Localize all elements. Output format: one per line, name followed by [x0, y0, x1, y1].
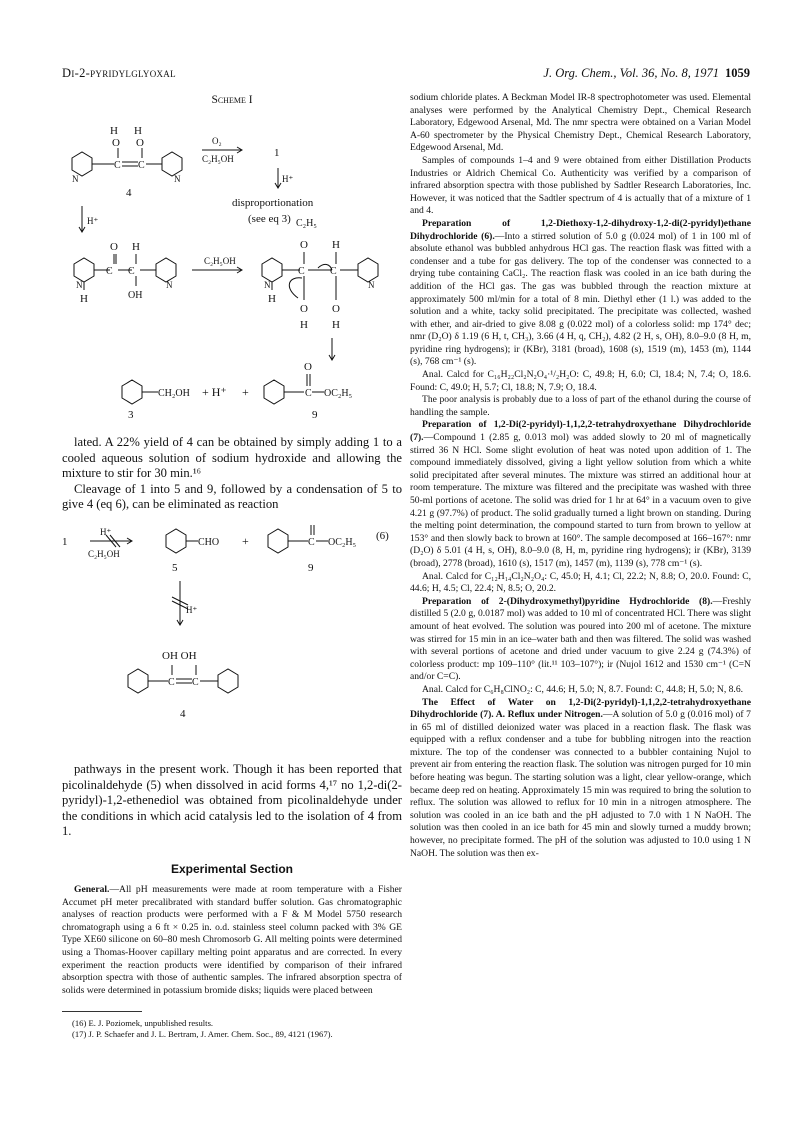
- ethoxy-label: OC₂H₅: [328, 536, 357, 548]
- compound-number: 3: [128, 409, 134, 421]
- footnote: (17) J. P. Schaefer and J. L. Bertram, J. Amer. Chem. Soc., 89, 4121 (1967).: [72, 1029, 333, 1040]
- n-label: N: [174, 174, 181, 184]
- pyridine-ring: [262, 258, 282, 282]
- page-number: 1059: [725, 66, 750, 80]
- run-in-heading: General.: [74, 883, 110, 895]
- c-label: C: [298, 266, 305, 277]
- paragraph: [410, 419, 751, 570]
- run-in-heading: Preparation of 1,2-Diethoxy-1,2-dihydroxy-1,2-di(2-pyridyl)ethane Dihydrochloride (6).: [410, 217, 751, 242]
- paragraph-text: —Freshly distilled 5 (2.0 g, 0.0187 mol) was added to 10 ml of concentrated HCl. There was slight amount of heat evolved. The solution was poured into 200 ml of acetone. The mixture was stirred for 15 min in an ice–water bath and then was filtered. The solid was washed with several portions of acetone and dried under vacuum to give 2.24 g (74.3%) of colorless product: mp 109–110° (lit.¹¹ 103–107°); ir (Nujol 1612 and 1530 cm⁻¹ (C=N and/or C=C).: [410, 595, 751, 683]
- o-label: O: [304, 361, 312, 373]
- paragraph: [410, 697, 751, 861]
- c-label: C: [106, 266, 113, 277]
- pyridine-ring: [264, 380, 284, 404]
- o-label: O: [300, 303, 308, 315]
- equation-label: (6): [376, 529, 389, 542]
- paragraph: Cleavage of 1 into 5 and 9, followed by a condensation of 5 to give 4 (eq 6), can be eliminated as reaction: [62, 481, 402, 512]
- compound-number: 5: [172, 561, 178, 574]
- left-column: [62, 92, 402, 1040]
- reagent-acid: H⁺: [100, 526, 112, 537]
- h-label: H: [332, 319, 340, 331]
- h-label: H: [268, 293, 276, 305]
- n-label: N: [72, 174, 79, 184]
- o-label: O: [300, 239, 308, 251]
- scheme-title: Scheme I: [211, 94, 253, 106]
- c-label: C: [114, 160, 121, 171]
- compound-number: 9: [308, 561, 314, 574]
- run-in-heading: The Effect of Water on 1,2-Di(2-pyridyl)-1,1,2,2-tetrahydroxyethane Dihydrochloride (7). A. Reflux under Nitrogen.: [410, 696, 751, 721]
- see-equation-label: (see eq 3): [248, 213, 291, 225]
- ethoxy-label: OC₂H₅: [324, 388, 353, 399]
- plus-sign: +: [242, 533, 249, 548]
- diol-label: OH OH: [162, 649, 197, 662]
- ethyl-label: C₂H₅: [296, 218, 317, 229]
- plus-h-label: + H⁺: [202, 385, 227, 399]
- pyridine-ring: [358, 258, 378, 282]
- n-label: N: [368, 280, 375, 290]
- c-label: C: [308, 536, 315, 548]
- c-label: C: [305, 388, 312, 399]
- pyridine-ring: [218, 669, 238, 693]
- paragraph: The poor analysis is probably due to a loss of part of the ethanol during the course of handling the sample.: [410, 394, 751, 418]
- compound-number: 1: [274, 147, 280, 159]
- h-label: H: [134, 125, 142, 137]
- reagent-acid: H⁺: [282, 174, 294, 184]
- compound-number: 9: [312, 409, 318, 421]
- compound-number: 4: [180, 707, 186, 720]
- paragraph: [410, 218, 751, 369]
- pyridine-ring: [156, 258, 176, 282]
- c-label: C: [138, 160, 145, 171]
- c-label: C: [192, 676, 199, 688]
- paragraph-text: —Compound 1 (2.85 g, 0.013 mol) was added slowly to 20 ml of magnetically stirred 36 N HCl. Some slight evolution of heat was noted upon addition of 1. The compound immediately dissolved, giving a light yellow solution from which a white solid precipitated after several minutes. The mixture was stirred an additional hour at room temperature. The mixture was filtered and the precipitate was washed with three 50-ml portions of acetone. The solid was dried for 1 hr at 64° in a vacuum oven to give 4.21 g (97.7%) of product. The solid gradually turned a light brown on standing. During the melting point determination, the compound started to turn from brown to yellow at 153° and then slowly back to brown at 160°. The sample decomposed at 166–167°: nmr (D₂O) δ 5.01 (4 H, s, OH), 8.0–9.0 (8, H, m, pyridine ring hydrogens); ir (KBr), 3139 (broad), 2778 (broad), 1610 (s), 1517 (m), 1457 (m), 1139 (s), 778 cm⁻¹ (s).: [410, 432, 751, 569]
- h-label: H: [80, 293, 88, 305]
- paragraph: lated. A 22% yield of 4 can be obtained by simply adding 1 to a cooled aqueous solution of sodium hydroxide and allowing the mixture to stir for 30 min.¹⁶: [62, 435, 402, 481]
- paragraph-text: —A solution of 5.0 g (0.016 mol) of 7 in 65 ml of distilled deionized water was placed in a reaction flask. The flask was equipped with a reflux condenser and a tube for bubbling nitrogen into the reaction mixture. The top of the condenser was connected to a bubbler containing Nujol to prevent air from entering the reaction flask. The solution was nitrogen purged for 10 min before heating was begun. The starting solution was a light, clear yellow-orange, which became deep red on heating. Approximately 15 min was required to bring the solution to reflux. The solution was allowed to reflux for 10 min in a nitrogen atmosphere. The solution was cooled in an ice bath and the pH adjusted to 7.0 with 1 N NaOH. The solution was then cooled in an ice bath for 45 min and slowly turned a muddy brown; however, no precipitate formed. The pH of the solution was adjusted to 10.0 using 1 N NaOH. The solution was then ex-: [410, 709, 751, 859]
- reagent-ethanol: C₂H₅OH: [204, 256, 236, 266]
- h-label: H: [132, 241, 140, 253]
- analysis: Anal. Calcd for C₁₆H₂₂Cl₂N₂O₄·¹/₂H₂O: C, 49.8; H, 6.0; Cl, 18.4; N, 7.4; O, 18.6. Found: C, 49.0; H, 5.7; Cl, 18.8; N, 7.9; O, 18.4.: [410, 369, 751, 393]
- paragraph-text: —Into a stirred solution of 5.0 g (0.024 mol) of 1 in 100 ml of absolute ethanol was bubbled anhydrous HCl gas. The reaction flask was fitted with a condenser and a tube for gas delivery. The top of the condenser was connected to a drying tube containing CaCl₂. The reaction flask was cooled in an ice bath during the addition of the HCl gas. The gas was bubbled through the reaction mixture at approximately 500 ml/min for a total of 8 min. Diethyl ether (1 l.) was added to the solution and a white, tacky solid precipitated. The precipitate was collected, washed with ether, and air-dried to give 8.08 g (0.022 mol) of a colorless solid: mp 174° dec; nmr (D₂O) δ 1.19 (6 H, t, CH₃), 3.66 (4 H, q, CH₂), 4.82 (2 H, s, OH), 8.0–9.0 (8 H, m, pyridine ring hydrogens); ir (KBr), 3181 (broad), 1608 (s), 1519 (m), 1453 (m), 1144 (s), 768 cm⁻¹ (s).: [410, 230, 751, 368]
- analysis: Anal. Calcd for C₁₂H₁₄Cl₂N₂O₄: C, 45.0; H, 4.1; Cl, 22.2; N, 8.8; O, 20.0. Found: C, 44.6; H, 4.5; Cl, 22.4; N, 8.5; O, 20.2.: [410, 570, 751, 595]
- section-heading: Experimental Section: [170, 861, 294, 876]
- paragraph-general: [62, 884, 402, 997]
- pyridine-ring: [166, 529, 186, 553]
- equation-6: [62, 525, 402, 749]
- o-label: O: [112, 137, 120, 149]
- pyridine-ring: [122, 380, 142, 404]
- compound-number: 1: [62, 535, 68, 548]
- h-label: H: [332, 239, 340, 251]
- footnote-rule: [62, 1011, 142, 1012]
- paragraph-text: —All pH measurements were made at room temperature with a Fisher Accumet pH meter precalibrated with standard buffer solution. Gas chromatographic analyses of reaction products were performed with a F & M Model 5750 research chromatograph using a 6 ft × 0.25 in. o.d. stainless steel column packed with 3% GE Type XE60 silicone on 60–80 mesh Chromosorb G. All melting points were determined using a Thomas-Hoover capillary melting point apparatus and are corrected. In every experiment the reaction products were identified by comparison of their infrared absorption spectra with those of authentic samples. The infrared absorption spectra of solids were determined in potassium bromide disks; liquids were placed between: [62, 883, 402, 996]
- paragraph: Samples of compounds 1–4 and 9 were obtained from either Distillation Products Industries or Aldrich Chemical Co. Authenticity was verified by a comparison of infrared absorption spectra with those published by Sadtler Research Laboratories, Inc. However, it was noticed that the Sadtler spectrum of 4 is actually that of a mixture of 1 and 4.: [410, 154, 751, 217]
- reagent-ethanol: C₂H₅OH: [88, 548, 120, 559]
- pyridine-ring: [162, 152, 182, 176]
- pyridine-ring: [74, 258, 94, 282]
- n-label: N: [166, 280, 173, 290]
- run-in-heading: Preparation of 2-(Dihydroxymethyl)pyridine Hydrochloride (8).: [422, 595, 713, 607]
- o-label: O: [332, 303, 340, 315]
- h-label: H: [110, 125, 118, 137]
- reagent-o2: O₂: [212, 136, 222, 146]
- paragraph: sodium chloride plates. A Beckman Model IR-8 spectrophotometer was used. Elemental analyses were performed by the Analytical Chemistry Dept., Chemical Research Laboratory, Edgewood Arsenal, Md. The nmr spectra were obtained on a Varian Model A-60 spectrometer by the Physical Chemistry Dept., Chemical Research Laboratory, Edgewood Arsenal, Md.: [410, 92, 751, 154]
- reagent-acid: H⁺: [87, 216, 99, 226]
- journal-citation: [543, 66, 750, 81]
- reagent-ethanol: C₂H₅OH: [202, 154, 234, 164]
- o-label: O: [136, 137, 144, 149]
- journal-name: J. Org. Chem., Vol. 36, No. 8, 1971: [543, 66, 719, 80]
- paragraph: pathways in the present work. Though it has been reported that picolinaldehyde (5) when dissolved in acid forms 4,¹⁷ no 1,2-di(2-pyridyl)-1,2-ethenediol was obtained from picolinaldehyde under the conditions in which acid catalysis led to the isolation of 4 from 1.: [62, 761, 402, 839]
- compound-number: 4: [126, 187, 132, 199]
- oh-label: OH: [128, 290, 143, 301]
- analysis: Anal. Calcd for C₆H₈ClNO₂: C, 44.6; H, 5.0; N, 8.7. Found: C, 44.8; H, 5.0; N, 8.6.: [422, 683, 744, 695]
- o-label: O: [110, 241, 118, 253]
- c-label: C: [128, 266, 135, 277]
- scheme-diagram: [62, 106, 402, 424]
- ch2oh-label: CH₂OH: [158, 388, 190, 399]
- pyridine-ring: [268, 529, 288, 553]
- pyridine-ring: [128, 669, 148, 693]
- n-label: N: [76, 280, 83, 290]
- running-title: Di-2-pyridylglyoxal: [62, 66, 176, 80]
- run-in-heading: Preparation of 1,2-Di(2-pyridyl)-1,1,2,2-tetrahydroxyethane Dihydrochloride (7).: [410, 419, 751, 444]
- c-label: C: [330, 266, 337, 277]
- cho-label: CHO: [198, 536, 220, 548]
- plus-sign: +: [242, 385, 249, 399]
- n-label: N: [264, 280, 271, 290]
- pyridine-ring: [72, 152, 92, 176]
- c-label: C: [168, 676, 175, 688]
- running-header: [62, 66, 750, 84]
- h-label: H: [300, 319, 308, 331]
- right-column: [410, 92, 751, 860]
- reagent-acid: H⁺: [186, 604, 198, 615]
- disproportionation-label: disproportionation: [232, 197, 314, 209]
- paragraph: [410, 596, 751, 684]
- footnote: (16) E. J. Poziomek, unpublished results.: [72, 1018, 214, 1029]
